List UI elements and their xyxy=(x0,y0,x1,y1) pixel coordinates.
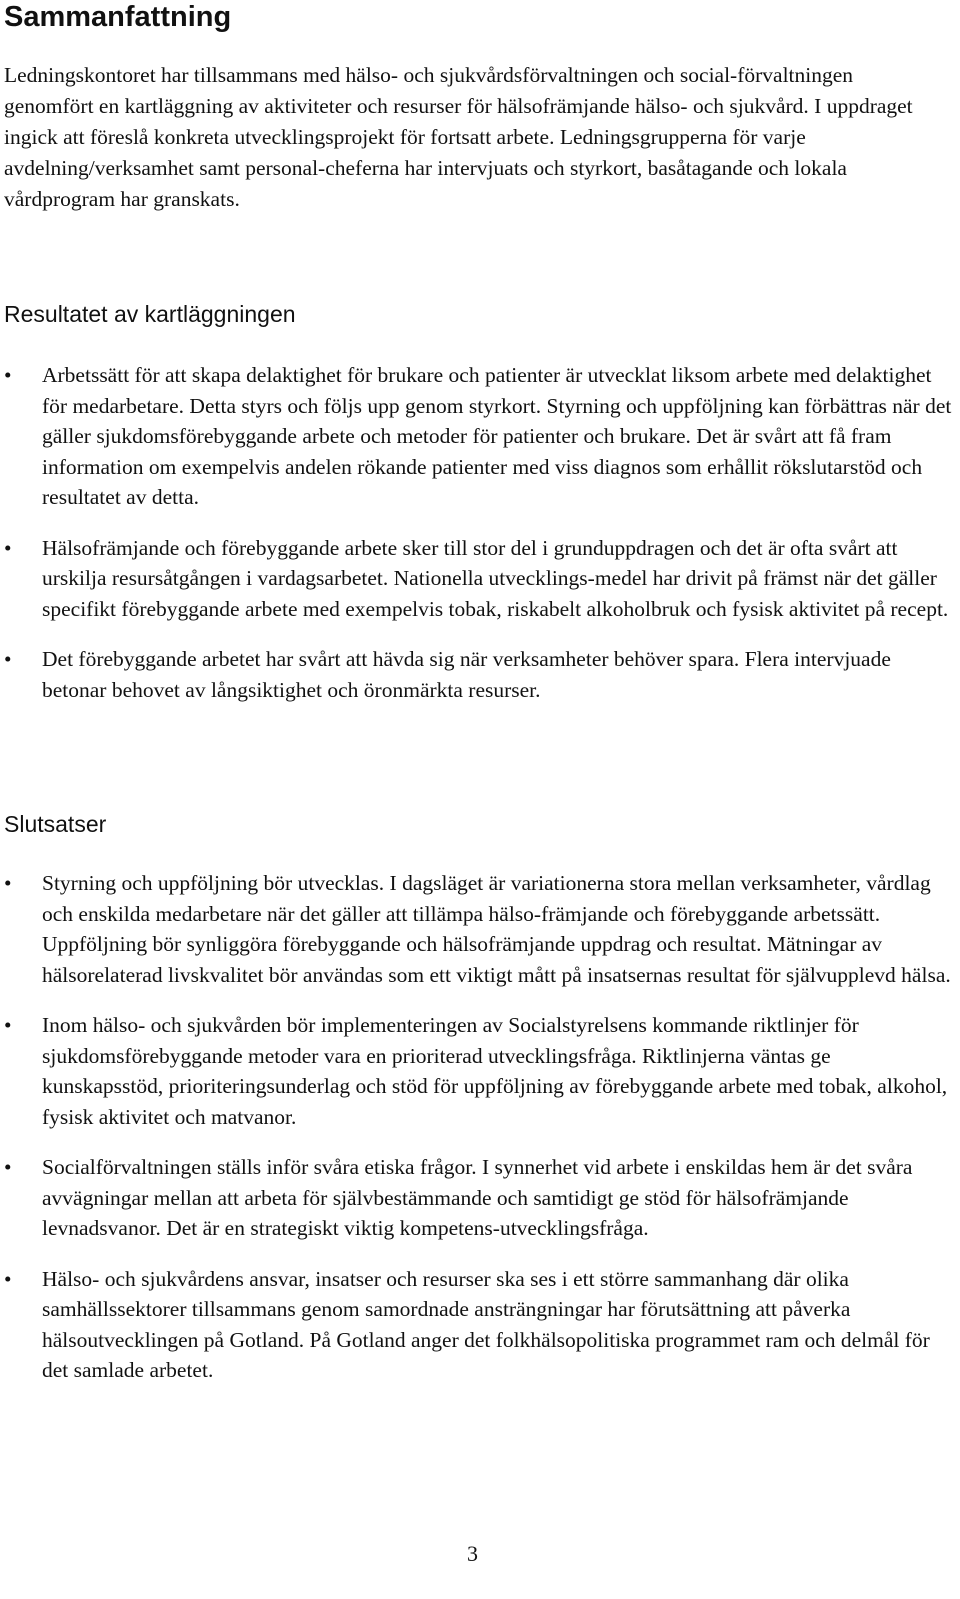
list-item-text: Inom hälso- och sjukvården bör implementeringen av Socialstyrelsens kommande riktlinjer för sjukdomsförebyggande metoder vara en prioriterad utvecklingsfråga. Riktlinjerna väntas ge kunskapsstöd, prioriteringsunderlag och stöd för uppföljning av förebyggande arbete med tobak, alkohol, fysisk aktivitet och matvanor. xyxy=(42,1013,948,1129)
list-item-text: Hälsofrämjande och förebyggande arbete sker till stor del i grunduppdragen och det är ofta svårt att urskilja resursåtgången i vardagsarbetet. Nationella utvecklings-medel har drivit på främst när det gäller specifikt förebyggande arbete med exempelvis tobak, riskabelt alkoholbruk och fysisk aktivitet på recept. xyxy=(42,535,949,621)
list-item xyxy=(0,360,955,513)
intro-paragraph: Ledningskontoret har tillsammans med hälso- och sjukvårdsförvaltningen och social-förvaltningen genomfört en kartläggning av aktiviteter och resurser för hälsofrämjande hälso- och sjukvård. I uppdraget ingick att föreslå konkreta utvecklingsprojekt för fortsatt arbete. Ledningsgrupperna för varje avdelning/verksamhet samt personal-cheferna har intervjuats och styrkort, basåtagande och lokala vårdprogram har granskats. xyxy=(4,63,913,211)
list-item xyxy=(0,533,955,625)
bullet-icon: • xyxy=(4,871,12,895)
list-item xyxy=(0,644,955,705)
results-bullet-list xyxy=(0,360,955,725)
list-item xyxy=(0,1152,955,1244)
page-number: 3 xyxy=(467,1541,478,1566)
bullet-icon: • xyxy=(4,1266,12,1291)
section-heading-results: Resultatet av kartläggningen xyxy=(4,301,296,327)
bullet-icon: • xyxy=(4,647,12,671)
list-item xyxy=(0,1010,955,1132)
bullet-icon: • xyxy=(4,1155,12,1179)
list-item-text: Hälso- och sjukvårdens ansvar, insatser och resurser ska ses i ett större sammanhang där olika samhällssektorer tillsammans genom samordnade ansträngningar har förutsättning att påverka hälsoutvecklingen på Gotland. På Gotland anger det folkhälsopolitiska programmet ram och delmål för det samlade arbetet. xyxy=(42,1266,930,1382)
bullet-icon: • xyxy=(4,363,12,387)
list-item xyxy=(0,868,955,990)
conclusions-bullet-list xyxy=(0,868,955,1406)
list-item-text: Arbetssätt för att skapa delaktighet för brukare och patienter är utvecklat liksom arbete med delaktighet för medarbetare. Detta styrs och följs upp genom styrkort. Styrning och uppföljning kan förbättras när det gäller sjukdomsförebyggande arbete och metoder för patienter och brukare. Det är svårt att få fram information om exempelvis andelen rökande patienter med viss diagnos som erhållit rökslutarstöd och resultatet av detta. xyxy=(42,363,952,509)
bullet-icon: • xyxy=(4,535,12,560)
bullet-icon: • xyxy=(4,1013,12,1037)
list-item-text: Styrning och uppföljning bör utvecklas. I dagsläget är variationerna stora mellan verksamheter, vårdlag och enskilda medarbetare när det gäller att tillämpa hälso-främjande och förebyggande arbetssätt. Uppföljning bör synliggöra förebyggande och hälsofrämjande uppdrag och resultat. Mätningar av hälsorelaterad livskvalitet bör användas som ett viktigt mått på insatsernas resultat för självupplevd hälsa. xyxy=(42,871,951,987)
list-item xyxy=(0,1264,955,1386)
list-item-text: Det förebyggande arbetet har svårt att hävda sig när verksamheter behöver spara. Flera intervjuade betonar behovet av långsiktighet och öronmärkta resurser. xyxy=(42,647,891,702)
section-heading-conclusions: Slutsatser xyxy=(4,811,107,837)
list-item-text: Socialförvaltningen ställs inför svåra etiska frågor. I synnerhet vid arbete i enskildas hem är det svåra avvägningar mellan att arbeta för självbestämmande och samtidigt ge stöd för hälsofrämjande levnadsvanor. Det är en strategiskt viktig kompetens-utvecklingsfråga. xyxy=(42,1155,913,1240)
page-title: Sammanfattning xyxy=(4,1,232,33)
